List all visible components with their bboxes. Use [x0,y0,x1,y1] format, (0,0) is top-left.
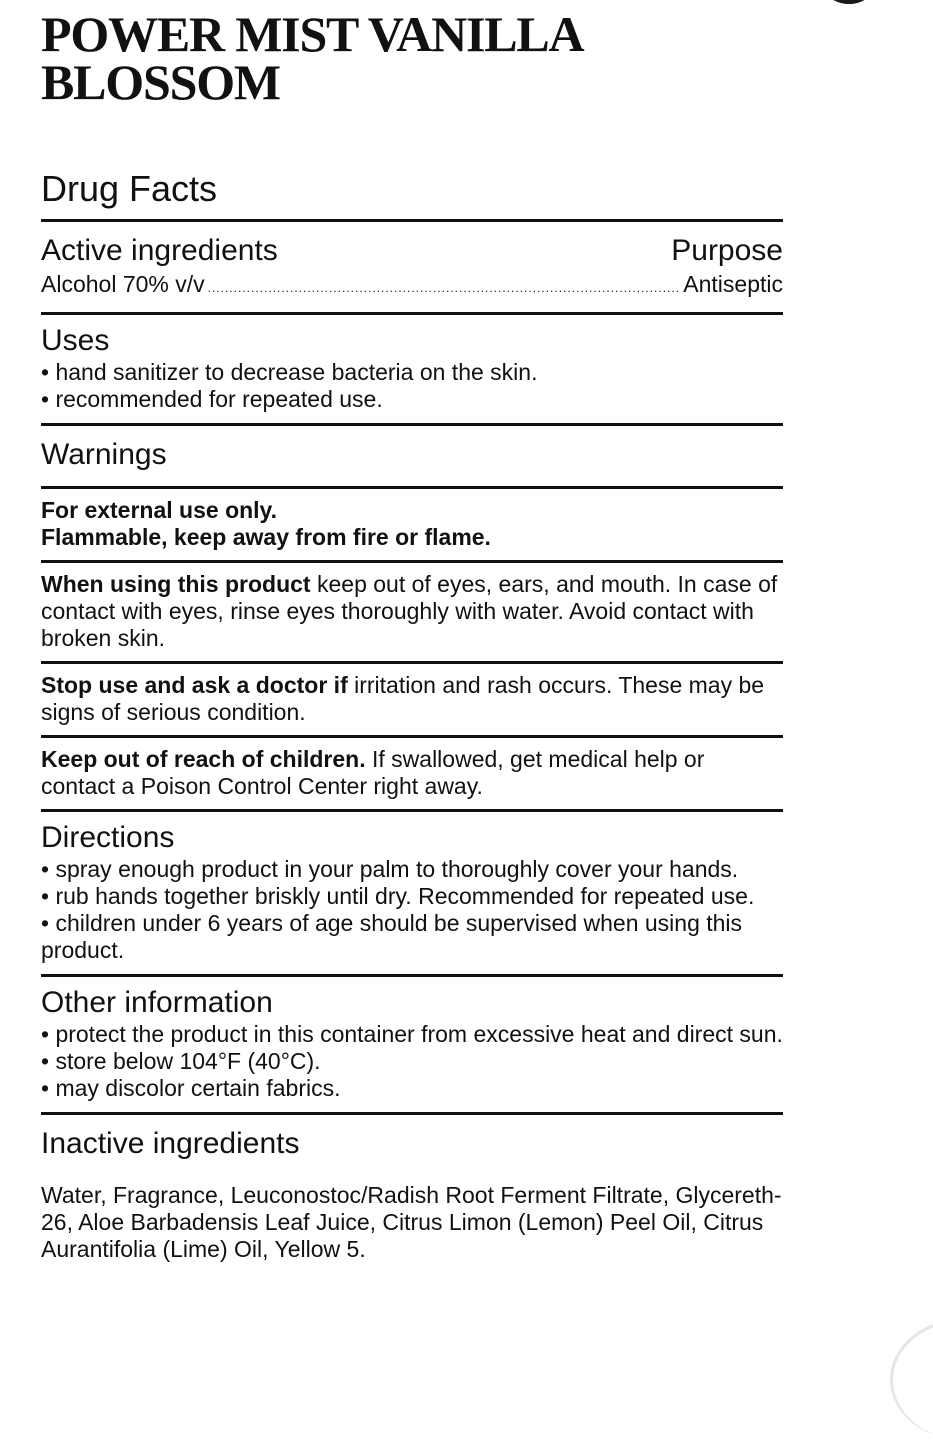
external-use-warning [41,486,783,560]
children-paragraph [41,746,783,800]
external-use-text: For external use only. [41,497,278,523]
inactive-ingredients-heading: Inactive ingredients [41,1127,300,1160]
warnings-heading: Warnings [41,438,167,471]
children-label: Keep out of reach of children. [41,746,366,772]
directions-item: • rub hands together briskly until dry. Recommended for repeated use. [41,883,755,909]
stop-use-text: irritation and rash occurs. These may be signs of serious condition. [41,672,765,725]
directions-section [41,809,783,974]
other-information-item: • store below 104°F (40°C). [41,1048,321,1074]
active-ingredient-name: Alcohol 70% v/v [41,271,205,297]
directions-heading: Directions [41,821,175,854]
stop-use-paragraph [41,672,783,726]
drug-facts-title: Drug Facts [41,168,218,209]
when-using-warning [41,560,783,661]
uses-item: • hand sanitizer to decrease bacteria on the skin. [41,359,538,385]
stop-use-label: Stop use and ask a doctor if [41,672,348,698]
active-ingredients-header [41,222,783,269]
when-using-text: keep out of eyes, ears, and mouth. In case of contact with eyes, rinse eyes thoroughly with water. Avoid contact with broken skin. [41,571,778,651]
inactive-ingredients-section [41,1112,783,1263]
children-text: If swallowed, get medical help or contact a Poison Control Center right away. [41,746,705,799]
active-ingredients-section [41,219,783,312]
active-ingredient-row [41,271,783,312]
other-information-item: • may discolor certain fabrics. [41,1075,341,1101]
inactive-ingredients-text: Water, Fragrance, Leuconostoc/Radish Root Ferment Filtrate, Glycereth-26, Aloe Barbadensis Leaf Juice, Citrus Limon (Lemon) Peel Oil, Citrus Aurantifolia (Lime) Oil, Yellow 5. [41,1182,782,1262]
when-using-label: When using this product [41,571,311,597]
when-using-paragraph [41,571,783,652]
uses-heading: Uses [41,324,110,357]
flammable-text: Flammable, keep away from fire or flame. [41,524,491,550]
drug-facts-panel [41,165,783,1263]
uses-section [41,312,783,423]
stop-use-warning [41,661,783,735]
purpose-heading: Purpose [671,234,783,267]
active-ingredient-purpose: Antiseptic [683,271,783,297]
other-information-section [41,974,783,1112]
children-warning [41,735,783,809]
active-ingredients-heading: Active ingredients [41,234,278,267]
warnings-section [41,423,783,486]
partial-image-edge-bottom [890,1318,933,1441]
leader-dots [208,275,681,302]
partial-image-edge-top [822,0,876,4]
other-information-item: • protect the product in this container from excessive heat and direct sun. [41,1021,783,1047]
directions-item: • spray enough product in your palm to thoroughly cover your hands. [41,856,739,882]
directions-item: • children under 6 years of age should be supervised when using this product. [41,910,743,963]
uses-item: • recommended for repeated use. [41,386,383,412]
other-information-heading: Other information [41,986,273,1019]
product-title: POWER MIST VANILLA BLOSSOM [41,6,581,110]
